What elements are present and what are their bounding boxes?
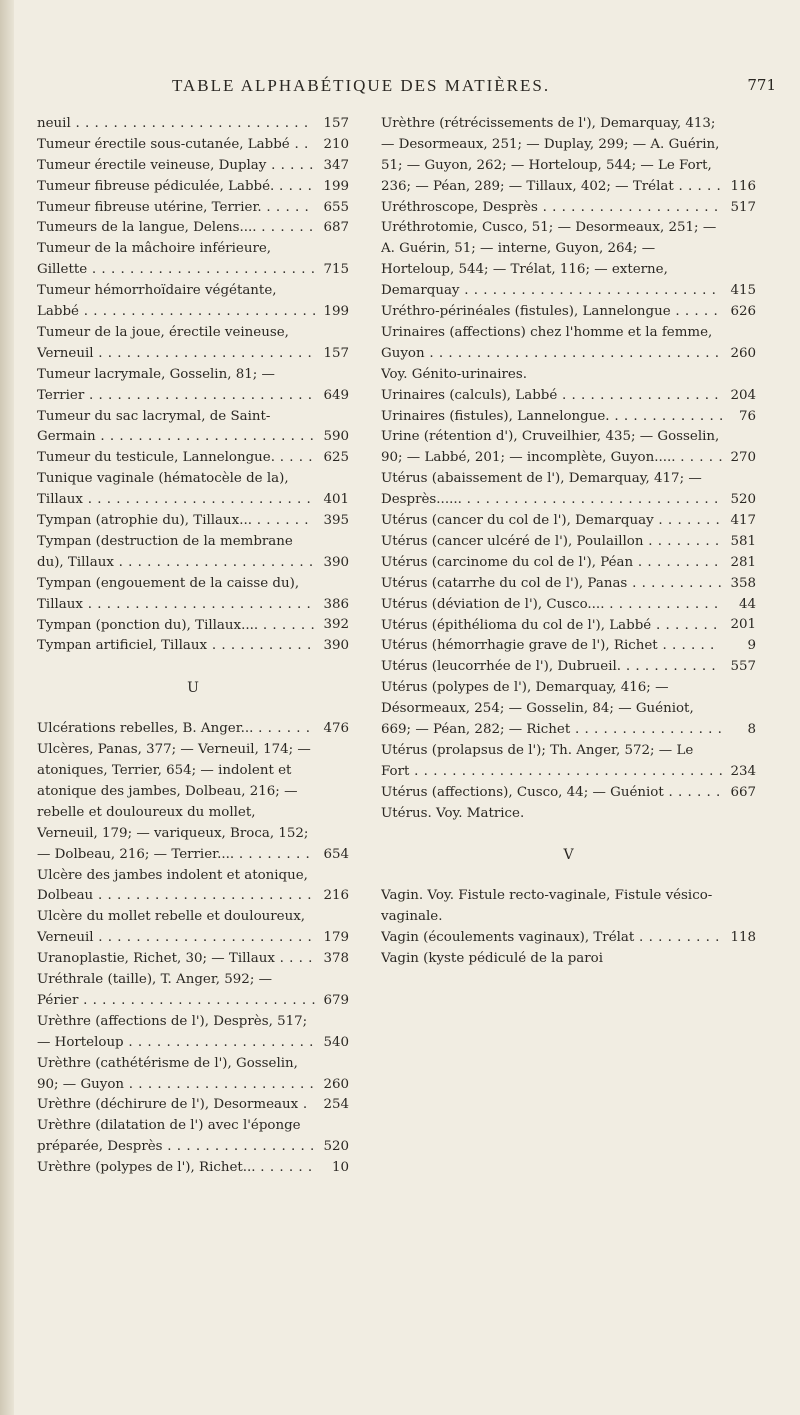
index-entry — [381, 595, 756, 616]
entry-text: Utérus (épithélioma du col de l'), Labbé . . . — [381, 616, 724, 637]
entry-text: Tumeurs de la langue, Delens.... . . . — [37, 218, 317, 239]
entry-page-number: 179 — [320, 928, 349, 949]
section-letter-u: U — [187, 680, 199, 697]
entry-page-number: 392 — [320, 615, 349, 636]
index-entry — [37, 323, 349, 365]
index-entry — [381, 553, 756, 574]
entry-text: Tympan (ponction du), Tillaux.... . . . — [37, 616, 317, 637]
entry-text: Utérus (déviation de l'), Cusco.... . . . — [381, 595, 724, 616]
entry-text: Ulcère du mollet rebelle et douloureux, Verneuil . . . — [37, 907, 317, 949]
entry-page-number: 204 — [727, 386, 756, 407]
entry-page-number: 540 — [320, 1033, 349, 1054]
index-entry — [381, 427, 756, 469]
entry-page-number: 347 — [320, 156, 349, 177]
entry-page-number: 378 — [320, 949, 349, 970]
entry-page-number: 386 — [320, 595, 349, 616]
entry-page-number: 687 — [320, 218, 349, 239]
entry-page-number: 157 — [320, 114, 349, 135]
entry-text: Vagin (écoulements vaginaux), Trélat . . . — [381, 928, 724, 949]
entry-text: Utérus (catarrhe du col de l'), Panas . . . — [381, 574, 724, 595]
entry-page-number: 395 — [320, 511, 349, 532]
entry-page-number: 10 — [329, 1158, 349, 1179]
entry-page-number: 476 — [320, 719, 349, 740]
entry-text: Vagin. Voy. Fistule recto-vaginale, Fistule vésico-vaginale. — [381, 888, 713, 925]
index-entry — [381, 657, 756, 678]
index-entry — [381, 302, 756, 323]
entry-page-number: 199 — [320, 177, 349, 198]
index-entry — [37, 636, 349, 657]
index-entry — [37, 532, 349, 574]
entry-text: Vagin (kyste pédiculé de la paroi — [381, 951, 604, 967]
index-entry — [381, 783, 756, 804]
right-entries-u — [381, 114, 756, 824]
entry-page-number: 270 — [727, 448, 756, 469]
index-entry — [37, 135, 349, 156]
index-entry — [37, 949, 349, 970]
index-entry — [381, 574, 756, 595]
entry-text: Tympan (destruction de la membrane du), Tillaux . . . — [37, 532, 317, 574]
index-entry — [37, 365, 349, 407]
entry-text: neuil . . . — [37, 114, 317, 135]
index-entry — [37, 866, 349, 908]
entry-text: Urinaires (affections) chez l'homme et la femme, Guyon . . . — [381, 323, 724, 365]
entry-page-number: 260 — [320, 1075, 349, 1096]
entry-page-number: 679 — [320, 991, 349, 1012]
entry-page-number: 118 — [727, 928, 756, 949]
entry-page-number: 8 — [744, 720, 756, 741]
entry-page-number: 390 — [320, 553, 349, 574]
page-binding-edge — [0, 0, 14, 1415]
entry-text: Urinaires (fistules), Lannelongue. . . . — [381, 407, 724, 428]
running-title: TABLE ALPHABÉTIQUE DES MATIÈRES. — [172, 76, 551, 95]
entry-page-number: 76 — [736, 407, 756, 428]
index-entry — [381, 218, 756, 302]
entry-text: Uréthrotomie, Cusco, 51; — Desormeaux, 251; — A. Guérin, 51; — interne, Guyon, 264; — Horteloup, 544; — Trélat, 116; — externe, Demarquay . . . — [381, 218, 724, 302]
entry-text: Voy. Génito-urinaires. — [381, 366, 527, 382]
left-entries-u — [37, 719, 349, 1179]
index-entry — [381, 407, 756, 428]
index-entry — [381, 636, 756, 657]
entry-page-number: 201 — [727, 615, 756, 636]
entry-text: Utérus (cancer ulcéré de l'), Poulaillon . . . — [381, 532, 724, 553]
entry-page-number: 581 — [727, 532, 756, 553]
entry-page-number: 517 — [727, 198, 756, 219]
entry-text: Utérus (prolapsus de l'); Th. Anger, 572; — Le Fort . . . — [381, 741, 724, 783]
entry-page-number: 216 — [320, 886, 349, 907]
entry-page-number: 9 — [744, 636, 756, 657]
entry-page-number: 715 — [320, 260, 349, 281]
entry-page-number: 590 — [320, 427, 349, 448]
entry-page-number: 281 — [727, 553, 756, 574]
entry-text: Urine (rétention d'), Cruveilhier, 435; — Gosselin, 90; — Labbé, 201; — incomplète, Guyon..... . . . — [381, 427, 724, 469]
entry-text: Tympan (atrophie du), Tillaux... . . . — [37, 511, 317, 532]
entry-text: Ulcères, Panas, 377; — Verneuil, 174; — atoniques, Terrier, 654; — indolent et atonique des jambes, Dolbeau, 216; — rebelle et douloureux du mollet, Verneuil, 179; — variqueux, Broca, 152; — Dolbeau, 216; — Terrier.... . . . — [37, 740, 317, 865]
entry-page-number: 199 — [320, 302, 349, 323]
index-entry — [37, 1012, 349, 1054]
index-entry — [37, 616, 349, 637]
entry-page-number: 401 — [320, 490, 349, 511]
index-entry — [37, 218, 349, 239]
entry-text: Ulcérations rebelles, B. Anger... . . . — [37, 719, 317, 740]
index-entry — [37, 1116, 349, 1158]
entry-text: Utérus (leucorrhée de l'), Dubrueil. . . . — [381, 657, 724, 678]
entry-page-number: 415 — [727, 281, 756, 302]
entry-page-number: 116 — [727, 177, 756, 198]
entry-text: Tumeur de la mâchoire inférieure, Gillette . . . — [37, 239, 317, 281]
entry-page-number: 654 — [320, 845, 349, 866]
left-entries-t — [37, 114, 349, 657]
left-column — [37, 114, 349, 1179]
entry-page-number: 655 — [320, 198, 349, 219]
index-entry — [37, 511, 349, 532]
index-entry — [37, 198, 349, 219]
entry-page-number: 234 — [727, 762, 756, 783]
index-entry — [37, 970, 349, 1012]
entry-text: Tumeur érectile sous-cutanée, Labbé . . . — [37, 135, 317, 156]
entry-text: Utérus (hémorrhagie grave de l'), Richet . . . — [381, 636, 724, 657]
index-entry — [381, 678, 756, 741]
entry-text: Utérus (abaissement de l'), Demarquay, 417; — Desprès...... . . . — [381, 469, 724, 511]
index-entry — [37, 114, 349, 135]
index-entry — [381, 928, 756, 949]
entry-text: Utérus (carcinome du col de l'), Péan . . . — [381, 553, 724, 574]
index-entry — [37, 907, 349, 949]
entry-text: Tumeur lacrymale, Gosselin, 81; — Terrier . . . — [37, 365, 317, 407]
entry-text: Uréthroscope, Desprès . . . — [381, 198, 724, 219]
index-entry — [381, 804, 756, 825]
index-entry — [37, 1095, 349, 1116]
entry-page-number: 210 — [320, 135, 349, 156]
right-column — [381, 114, 756, 970]
entry-text: Uréthrale (taille), T. Anger, 592; — Périer . . . — [37, 970, 317, 1012]
entry-page-number: 157 — [320, 344, 349, 365]
index-entry — [37, 177, 349, 198]
index-entry — [37, 239, 349, 281]
index-entry — [381, 616, 756, 637]
index-entry — [37, 469, 349, 511]
index-entry — [37, 740, 349, 865]
entry-text: Tympan (engouement de la caisse du), Tillaux . . . — [37, 574, 317, 616]
entry-text: Tumeur du sac lacrymal, de Saint-Germain . . . — [37, 407, 317, 449]
entry-text: Tumeur du testicule, Lannelongue. . . . — [37, 448, 317, 469]
entry-text: Urinaires (calculs), Labbé . . . — [381, 386, 724, 407]
index-entry — [381, 386, 756, 407]
entry-page-number: 520 — [727, 490, 756, 511]
index-entry — [37, 719, 349, 740]
index-entry — [381, 532, 756, 553]
entry-text: Uranoplastie, Richet, 30; — Tillaux . . . — [37, 949, 317, 970]
index-entry — [381, 886, 756, 928]
index-entry — [381, 741, 756, 783]
index-entry — [37, 407, 349, 449]
entry-page-number: 44 — [736, 595, 756, 616]
right-entries-v — [381, 886, 756, 970]
entry-page-number: 557 — [727, 657, 756, 678]
entry-text: Tumeur érectile veineuse, Duplay . . . — [37, 156, 317, 177]
entry-text: Tumeur fibreuse pédiculée, Labbé. . . . — [37, 177, 317, 198]
entry-page-number: 667 — [727, 783, 756, 804]
entry-text: Ulcère des jambes indolent et atonique, Dolbeau . . . — [37, 866, 317, 908]
entry-text: Tumeur hémorrhoïdaire végétante, Labbé . . . — [37, 281, 317, 323]
entry-text: Utérus (affections), Cusco, 44; — Guéniot . . . — [381, 783, 724, 804]
index-entry — [381, 114, 756, 198]
section-letter-v: V — [563, 847, 574, 864]
entry-text: Tumeur de la joue, érectile veineuse, Verneuil . . . — [37, 323, 317, 365]
entry-page-number: 625 — [320, 448, 349, 469]
entry-text: Utérus (polypes de l'), Demarquay, 416; — Désormeaux, 254; — Gosselin, 84; — Guéniot, 669; — Péan, 282; — Richet . . . — [381, 678, 724, 741]
entry-text: Utérus. Voy. Matrice. — [381, 805, 525, 821]
index-entry — [381, 365, 756, 386]
entry-page-number: 260 — [727, 344, 756, 365]
entry-text: Utérus (cancer du col de l'), Demarquay . . . — [381, 511, 724, 532]
entry-page-number: 358 — [727, 574, 756, 595]
entry-text: Urèthre (déchirure de l'), Desormeaux . . . — [37, 1095, 317, 1116]
page-number: 771 — [747, 76, 776, 94]
entry-text: Urèthre (cathétérisme de l'), Gosselin, 90; — Guyon . . . — [37, 1054, 317, 1096]
index-entry — [37, 1054, 349, 1096]
entry-text: Tunique vaginale (hématocèle de la), Tillaux . . . — [37, 469, 317, 511]
entry-text: Urèthre (polypes de l'), Richet... . . . — [37, 1158, 317, 1179]
entry-page-number: 520 — [320, 1137, 349, 1158]
entry-page-number: 254 — [320, 1095, 349, 1116]
entry-text: Urèthre (rétrécissements de l'), Demarquay, 413; — Desormeaux, 251; — Duplay, 299; — A. Guérin, 51; — Guyon, 262; — Horteloup, 544; — Le Fort, 236; — Péan, 289; — Tillaux, 402; — Trélat . . . — [381, 114, 724, 198]
entry-page-number: 390 — [320, 636, 349, 657]
index-entry — [381, 469, 756, 511]
entry-text: Tumeur fibreuse utérine, Terrier. . . . — [37, 198, 317, 219]
index-entry — [37, 281, 349, 323]
index-entry — [37, 448, 349, 469]
entry-text: Urèthre (dilatation de l') avec l'éponge préparée, Desprès . . . — [37, 1116, 317, 1158]
entry-text: Tympan artificiel, Tillaux . . . — [37, 636, 317, 657]
index-entry — [381, 198, 756, 219]
entry-text: Urèthre (affections de l'), Desprès, 517; — Horteloup . . . — [37, 1012, 317, 1054]
entry-text: Uréthro-périnéales (fistules), Lannelongue . . . — [381, 302, 724, 323]
entry-page-number: 649 — [320, 386, 349, 407]
index-entry — [37, 156, 349, 177]
index-entry — [37, 1158, 349, 1179]
index-entry — [381, 323, 756, 365]
entry-page-number: 417 — [727, 511, 756, 532]
running-head — [0, 76, 800, 100]
entry-page-number: 626 — [727, 302, 756, 323]
index-entry — [381, 511, 756, 532]
index-entry — [37, 574, 349, 616]
index-entry — [381, 949, 756, 970]
